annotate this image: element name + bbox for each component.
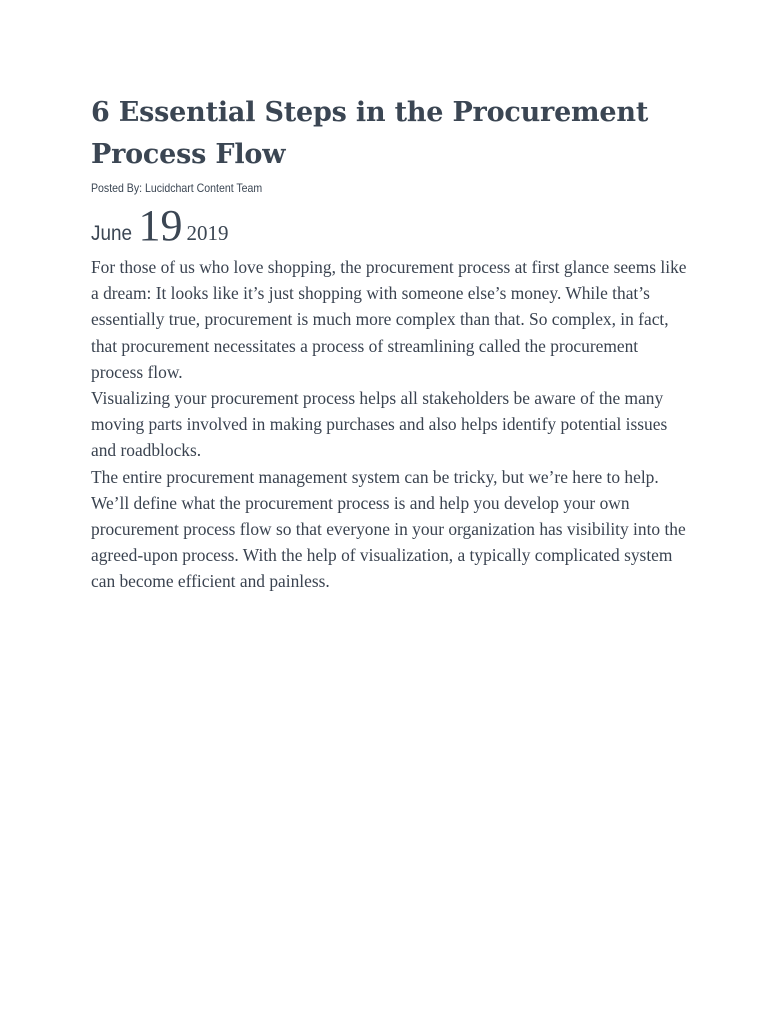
publish-date: [91, 200, 691, 248]
date-year: 2019: [186, 221, 229, 245]
body-paragraph: For those of us who love shopping, the procurement process at first glance seems like a dream: It looks like it’s just shopping with someone else’s money. While that’s essentially true, procurement is much more complex than that. So complex, in fact, that procurement necessitates a process of streamlining called the procurement process flow.: [91, 257, 687, 382]
date-month: June: [91, 222, 132, 245]
article-body: [91, 254, 691, 595]
date-day: 19: [138, 201, 183, 250]
article-byline: Posted By: Lucidchart Content Team: [91, 181, 263, 195]
body-paragraph: Visualizing your procurement process helps all stakeholders be aware of the many moving parts involved in making purchases and also helps identify potential issues and roadblocks.: [91, 388, 668, 461]
article-title: 6 Essential Steps in the Procurement Process Flow: [91, 97, 649, 170]
body-paragraph: The entire procurement management system can be tricky, but we’re here to help. We’ll define what the procurement process is and help you develop your own procurement process flow so that everyone in your organization has visibility into the agreed-upon process. With the help of visualization, a typically complicated system can become efficient and painless.: [91, 466, 686, 592]
article: [91, 92, 691, 595]
